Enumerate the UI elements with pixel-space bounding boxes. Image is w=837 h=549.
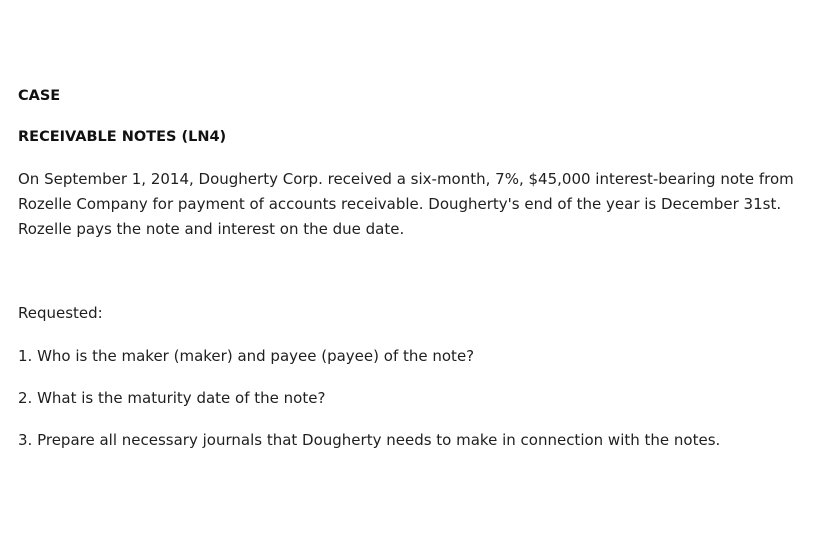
question-3: 3. Prepare all necessary journals that Dougherty needs to make in connection with the notes. (18, 431, 721, 449)
question-1: 1. Who is the maker (maker) and payee (payee) of the note? (18, 347, 475, 365)
question-2: 2. What is the maturity date of the note? (18, 389, 326, 407)
document-page (18, 86, 818, 470)
requested-label: Requested: (18, 304, 103, 322)
case-paragraph: On September 1, 2014, Dougherty Corp. received a six-month, 7%, $45,000 interest-bearing note from Rozelle Company for payment of accounts receivable. Dougherty's end of the year is December 31st. Rozelle pays the note and interest on the due date. (18, 170, 794, 238)
case-title: RECEIVABLE NOTES (LN4) (18, 129, 227, 145)
case-label: CASE (18, 88, 61, 104)
